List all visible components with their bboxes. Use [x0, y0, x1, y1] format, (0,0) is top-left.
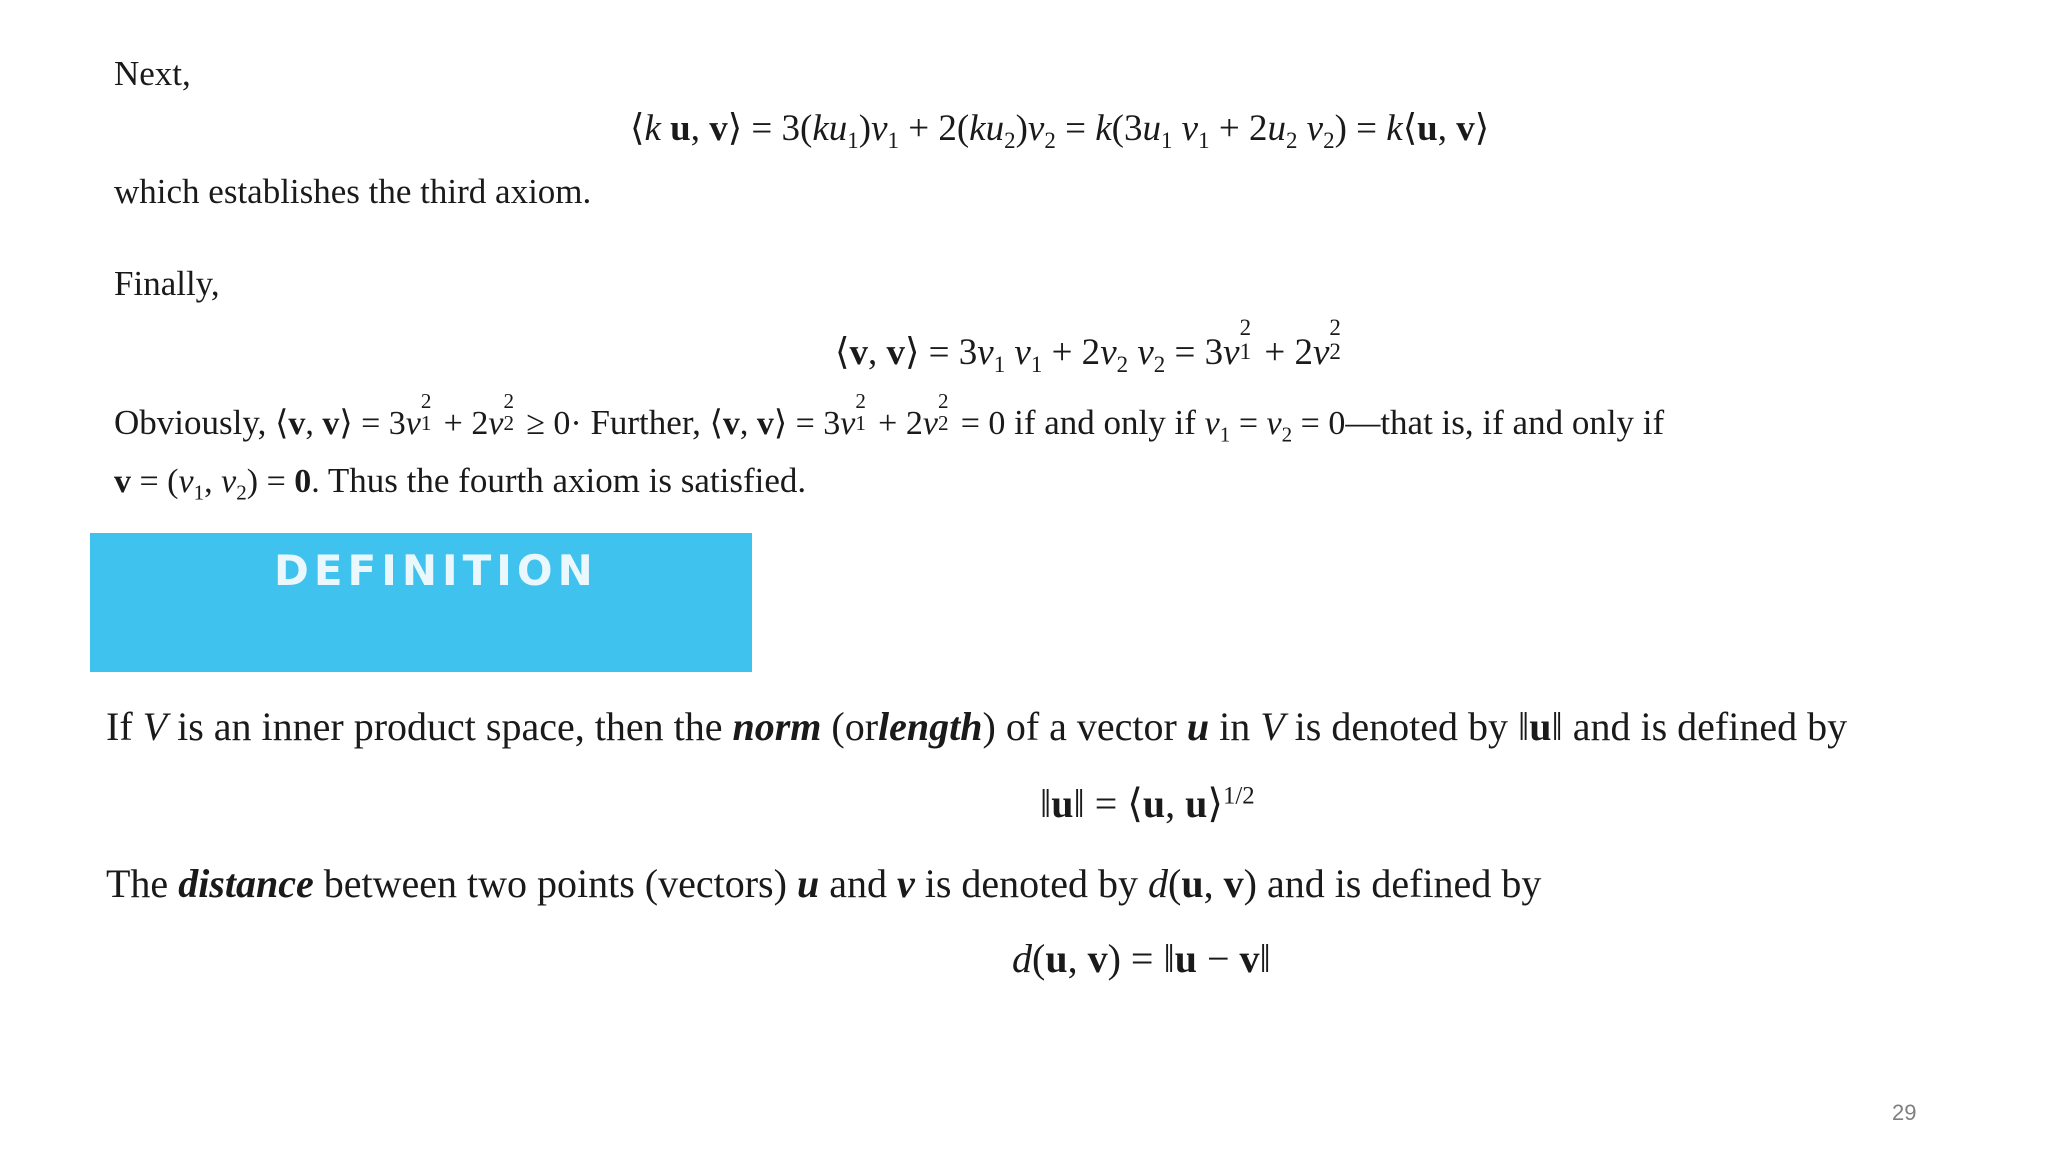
- text-third-axiom: which establishes the third axiom.: [114, 172, 592, 211]
- text-obviously-line: [114, 389, 1665, 448]
- equation-v1v2-zero: $v_1 = v_2 = 0$: [1204, 405, 1346, 447]
- text-in: in: [1219, 704, 1251, 749]
- text-inner-product-space: is an inner product space, then the: [177, 704, 723, 749]
- text-u: u: [1186, 704, 1210, 749]
- symbol-d-uv: d(u, v): [1148, 861, 1257, 906]
- text-further: Further,: [590, 403, 701, 442]
- equation-v-zero: $v = (v_1$, $v_2) = 0$.: [114, 463, 320, 505]
- term-distance: distance: [178, 861, 314, 906]
- equation-norm: ‖u‖ = ⟨u, u⟩$^{1/2}$: [1040, 781, 1255, 826]
- text-denoted-by: is denoted by: [1294, 704, 1508, 749]
- text-and: and: [829, 861, 887, 906]
- text-finally: Finally,: [114, 264, 220, 303]
- text-if: If: [106, 704, 133, 749]
- equation-third-axiom: ⟨k u, v⟩ = $3(ku_1)v_1 + 2(ku_2)v_2 = k(3u_1$ $v_1 + 2u_2$ $v_2$) = k⟨u, v⟩: [630, 108, 1490, 154]
- term-norm: norm: [732, 704, 822, 749]
- text-and-is-defined-by: and is defined by: [1266, 861, 1542, 906]
- text-obviously: Obviously,: [114, 403, 267, 442]
- text-that-is: —that is, if and only if: [1345, 403, 1665, 442]
- equation-nonneg: ⟨v, v⟩ = 3v 2 1 + 2v 2 2 ≥ 0·: [275, 389, 582, 442]
- text-v-vector: v: [896, 861, 915, 906]
- text-V2: V: [1260, 704, 1285, 749]
- text-defined-by: and is defined by: [1572, 704, 1848, 749]
- equation-distance: d(u, v) = ‖u − v‖: [1012, 936, 1271, 981]
- symbol-norm-u: ‖u‖: [1517, 704, 1563, 749]
- text-is-denoted-by: is denoted by: [924, 861, 1139, 906]
- page-number: 29: [1892, 1100, 1917, 1125]
- definition-title: DEFINITION: [274, 546, 598, 595]
- text-norm-definition: [106, 703, 1847, 751]
- text-the: The: [106, 861, 169, 906]
- term-length: length: [878, 704, 983, 749]
- text-between-two-points: between two points (vectors): [323, 861, 787, 906]
- text-u-vector: u: [796, 861, 820, 906]
- text-distance-definition: [106, 860, 1541, 908]
- text-iff: if and only if: [1014, 403, 1196, 442]
- text-of-a-vector: ) of a vector: [982, 704, 1177, 749]
- equation-zero: ⟨v, v⟩ = 3v 2 1 + 2v 2 2 = 0: [709, 389, 1006, 442]
- text-thus-line: [114, 458, 806, 506]
- equation-vv: ⟨v, v⟩ = $3v_1$ $v_1 + 2v_2$ $v_2 = 3v$ 2 1 + 2v 2 2: [835, 315, 1341, 378]
- text-fourth-axiom: Thus the fourth axiom is satisfied.: [327, 461, 807, 500]
- text-or: (or: [831, 704, 879, 749]
- text-next: Next,: [114, 54, 191, 93]
- text-V: V: [142, 704, 168, 749]
